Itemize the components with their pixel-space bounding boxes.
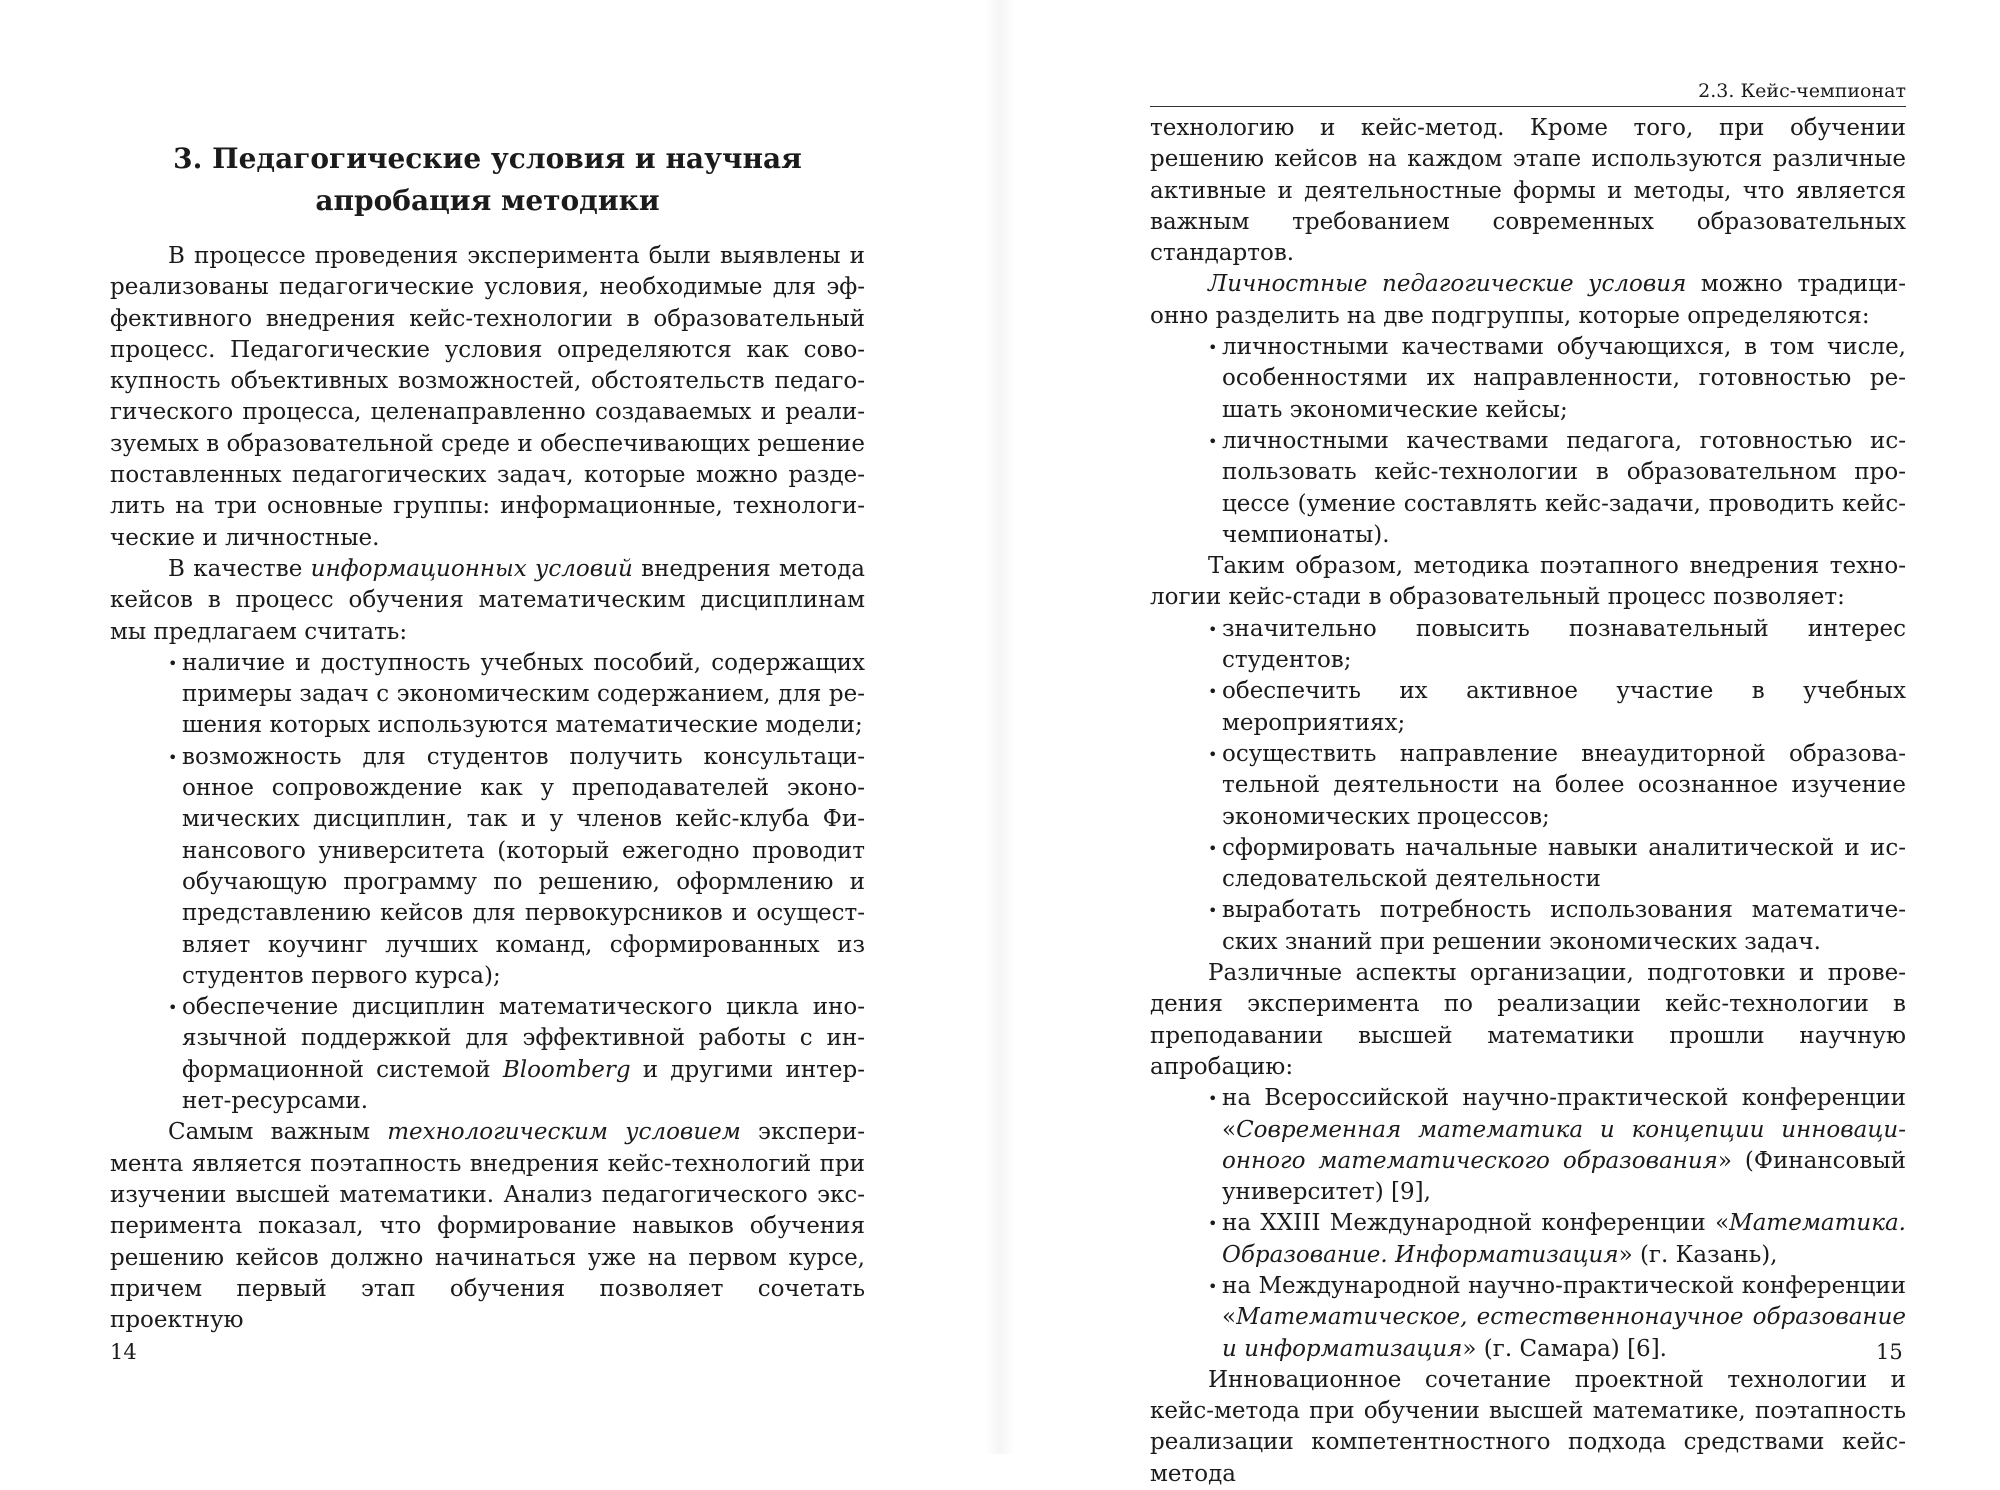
paragraph: технологию и кейс-метод. Кроме того, при обучении решению кейсов на каждом этапе используются различные активные и деятельностные формы и методы, что является важным требованием современных образовательных стандартов. (1150, 115, 1906, 267)
paragraph-text: внедрения метода кейсов в процесс обучения математическим дисциплинам мы предлагаем считать: (110, 555, 865, 645)
bullet-text: и другими интернет-ресурсами. (182, 1056, 865, 1115)
bullet-item: • личностными качествами педагога, готовностью использовать кейс-технологии в образовательном процессе (умение составлять кейс-задачи, проводить кейс-чемпионаты). (1208, 426, 1906, 551)
right-page (1000, 0, 2000, 1487)
bullet-list (110, 648, 865, 1117)
emphasis-text: Математическое, естественнонаучное образование и информатизация (1222, 1304, 1906, 1362)
emphasis-text: Математика. Образование. Информатизация (1222, 1210, 1906, 1268)
bullet-text: на XXIII Международной конференции « (1222, 1210, 1730, 1237)
bullet-item: • значительно повысить познавательный интерес студентов; (1208, 614, 1906, 677)
bullet-item: • обеспечить их активное участие в учебных мероприятиях; (1208, 676, 1906, 739)
bullet-item: • наличие и доступность учебных пособий, содержащих примеры задач с экономическим содержанием, для решения которых используются математические модели; (168, 648, 865, 742)
paragraph (110, 1117, 865, 1336)
bullet-item: • выработать потребность использования математических знаний при решении экономических задач. (1208, 895, 1906, 958)
bullet-text: на Международной научно-практической конференции « (1222, 1272, 1906, 1331)
bullet-list (1150, 1083, 1906, 1365)
emphasis-text: Bloomberg (502, 1056, 631, 1083)
emphasis-text: Личностные педагогические условия (1208, 271, 1687, 298)
right-page-body (1150, 113, 1906, 1490)
bullet-text: обеспечение дисциплин математического цикла иноязычной поддержкой для эффективной работы с информационной системой (182, 994, 865, 1083)
bullet-text: » (г. Самара) [6]. (1462, 1335, 1667, 1362)
bullet-item (168, 992, 865, 1117)
paragraph-text: эксперимента является поэтапность внедрения кейс-технологий при изучении высшей математики. Анализ педагогического эксперимента показал, что формирование навыков обучения решению кейсов должно начинаться уже на первом курсе, причем первый этап обучения позволяет сочетать проектную (110, 1119, 865, 1334)
bullet-item (1208, 1208, 1906, 1271)
bullet-text: » (г. Казань), (1618, 1241, 1778, 1268)
bullet-text: на Всероссийской научно-практической конференции « (1222, 1085, 1906, 1143)
paragraph: Инновационное сочетание проектной технологии и кейс-метода при обучении высшей математике, поэтапность реализации компетентностного подхода средствами кейс-метода (1150, 1366, 1906, 1487)
bullet-item: • сформировать начальные навыки аналитической и исследовательской деятельности (1208, 833, 1906, 896)
paragraph (1150, 269, 1906, 332)
chapter-title: 3. Педагогические условия и научная апробация методики (173, 142, 802, 217)
left-page (0, 0, 1000, 1454)
running-header: 2.3. Кейс-чемпионат (1150, 80, 1906, 107)
bullet-list (1150, 332, 1906, 551)
emphasis-text: технологическим условием (387, 1119, 741, 1146)
bullet-list (1150, 614, 1906, 958)
paragraph: Таким образом, методика поэтапного внедрения технологии кейс-стади в образовательный процесс позволяет: (1150, 553, 1906, 611)
bullet-item (1208, 1271, 1906, 1365)
paragraph: Различные аспекты организации, подготовки и проведения эксперимента по реализации кейс-технологии в преподавании высшей математики прошли научную апробацию: (1150, 960, 1906, 1080)
bullet-item: • осуществить направление внеаудиторной образовательной деятельности на более осознанное изучение экономических процессов; (1208, 739, 1906, 833)
paragraph: В процессе проведения эксперимента были выявлены и реализованы педагогические условия, необходимые для эффективного внедрения кейс-технологии в образовательный процесс. Педагогические условия определяются как совокупность объективных возможностей, обстоятельств педагогического процесса, целенаправленно создаваемых и реализуемых в образовательной среде и обеспечивающих решение поставленных педагогических задач, которые можно разделить на три основные группы: информационные, технологические и личностные. (110, 243, 865, 551)
paragraph-text: можно традиционно разделить на две подгруппы, которые определяются: (1150, 271, 1906, 329)
page-number: 14 (110, 1340, 137, 1364)
paragraph (110, 554, 865, 648)
left-page-body (110, 241, 865, 1336)
bullet-text: » (Финансовый университет) [9], (1222, 1147, 1906, 1206)
bullet-item: • личностными качествами обучающихся, в том числе, особенностями их направленности, готовностью решать экономические кейсы; (1208, 332, 1906, 426)
paragraph-text: Самым важным (168, 1119, 388, 1146)
bullet-item (1208, 1083, 1906, 1208)
bullet-item: • возможность для студентов получить консультационное сопровождение как у преподавателей экономических дисциплин, так и у членов кейс-клуба Финансового университета (который ежегодно проводит обучающую программу по решению, оформлению и представлению кейсов для первокурсников и осуществляет коучинг лучших команд, сформированных из студентов первого курса); (168, 742, 865, 992)
emphasis-text: информационных условий (310, 555, 633, 582)
page-number: 15 (1876, 1340, 1903, 1364)
emphasis-text: Современная математика и концепции инновационного математического образования (1222, 1116, 1906, 1174)
paragraph-text: В качестве (168, 555, 311, 582)
